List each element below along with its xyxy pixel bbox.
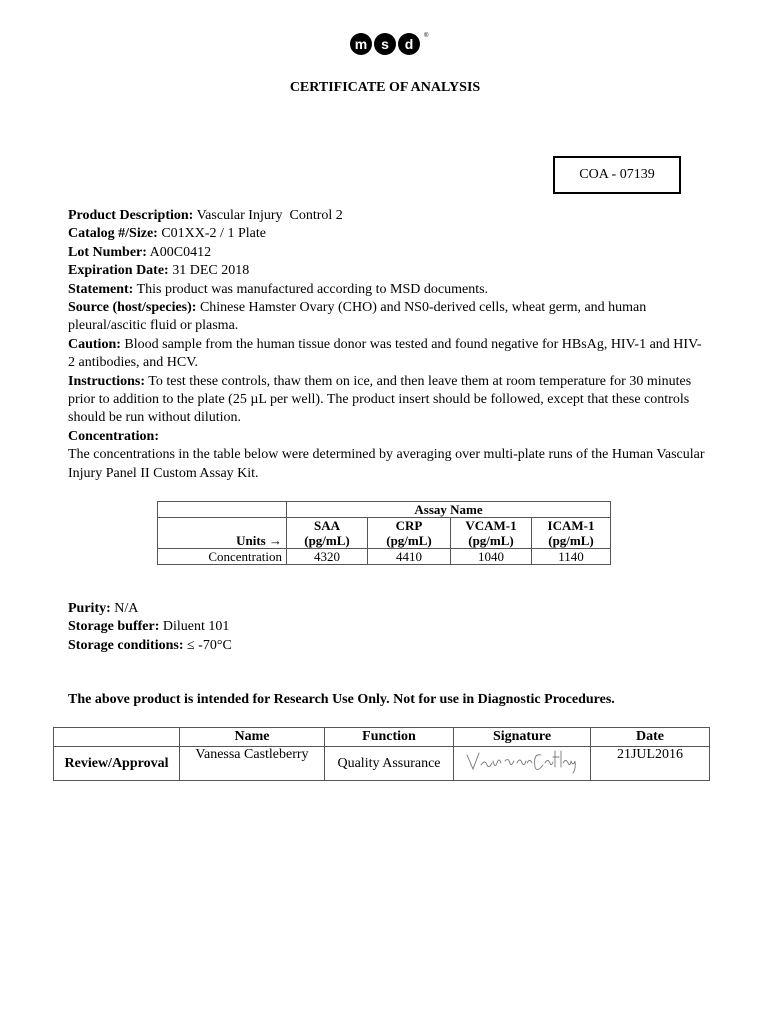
expiration-line xyxy=(68,262,708,280)
product-description-value: Vascular Injury Control 2 xyxy=(196,208,343,223)
storage-specs xyxy=(68,600,708,655)
product-description-label: Product Description: xyxy=(68,208,194,223)
vcam1-value: 1040 xyxy=(451,549,532,565)
catalog-label: Catalog #/Size: xyxy=(68,226,158,242)
statement-value: This product was manufactured according to MSD documents. xyxy=(136,281,489,297)
assay-name-header: Assay Name xyxy=(287,502,611,518)
purity-line xyxy=(68,600,708,618)
function-header: Function xyxy=(325,728,454,747)
assay-col-name: VCAM-1 xyxy=(465,518,517,533)
storage-buffer-line xyxy=(68,618,708,636)
concentration-text: The concentrations in the table below were determined by averaging over multi-plate runs of the Human Vascular Injury Panel II Custom Assay Kit. xyxy=(68,447,705,481)
storage-buffer-value: Diluent 101 xyxy=(162,619,230,635)
purity-value: N/A xyxy=(114,601,139,616)
review-approval-label: Review/Approval xyxy=(54,747,180,781)
concentration-heading xyxy=(68,428,708,446)
storage-conditions-line xyxy=(68,637,708,655)
assay-col-saa xyxy=(287,518,368,549)
instructions-line xyxy=(68,373,708,428)
assay-col-crp xyxy=(368,518,451,549)
lot-label: Lot Number: xyxy=(68,244,147,260)
assay-col-unit: (pg/mL) xyxy=(304,533,350,548)
assay-col-unit: (pg/mL) xyxy=(386,533,432,548)
handwritten-signature xyxy=(463,747,581,775)
logo-letter-d: d xyxy=(404,36,414,52)
assay-concentration-table xyxy=(157,501,611,565)
document-title: CERTIFICATE OF ANALYSIS xyxy=(289,80,481,95)
concentration-label: Concentration: xyxy=(68,428,159,444)
date-header: Date xyxy=(591,728,710,747)
logo-letter-m: m xyxy=(354,36,368,52)
caution-label: Caution: xyxy=(68,336,121,352)
assay-col-icam1 xyxy=(532,518,611,549)
purity-label: Purity: xyxy=(68,601,111,616)
statement-line xyxy=(68,281,708,299)
storage-conditions-value: ≤ -70°C xyxy=(187,637,232,653)
assay-col-name: CRP xyxy=(395,518,423,533)
lot-line xyxy=(68,244,708,262)
caution-line xyxy=(68,336,708,373)
signature-header: Signature xyxy=(454,728,591,747)
source-line xyxy=(68,299,708,336)
expiration-value: 31 DEC 2018 xyxy=(172,263,250,279)
catalog-line xyxy=(68,225,708,243)
concentration-row-label: Concentration xyxy=(158,549,287,565)
lot-value: A00C0412 xyxy=(149,244,212,260)
assay-col-vcam1 xyxy=(451,518,532,549)
coa-number-box: COA - 07139 xyxy=(553,156,681,194)
logo-letter-s: s xyxy=(381,36,389,52)
caution-value: Blood sample from the human tissue donor was tested and found negative for HBsAg, HIV-1 and HIV-2 antibodies, and HCV. xyxy=(68,336,702,371)
assay-col-name: ICAM-1 xyxy=(547,518,595,533)
table-row xyxy=(158,549,611,565)
product-info xyxy=(68,207,708,483)
approver-signature xyxy=(454,747,591,781)
assay-col-unit: (pg/mL) xyxy=(548,533,594,548)
storage-buffer-label: Storage buffer: xyxy=(68,619,160,635)
assay-table-corner xyxy=(158,502,287,518)
approval-date: 21JUL2016 xyxy=(591,747,710,781)
crp-value: 4410 xyxy=(368,549,451,565)
instructions-label: Instructions: xyxy=(68,373,146,389)
research-use-disclaimer: The above product is intended for Research Use Only. Not for use in Diagnostic Procedures. xyxy=(68,692,615,707)
assay-col-unit: (pg/mL) xyxy=(468,533,514,548)
table-row xyxy=(54,747,710,781)
registered-mark: ® xyxy=(424,33,429,39)
assay-col-name: SAA xyxy=(313,518,340,533)
catalog-value: C01XX-2 / 1 Plate xyxy=(161,226,266,242)
approver-name: Vanessa Castleberry xyxy=(180,747,325,781)
units-label: Units → xyxy=(158,518,287,549)
storage-conditions-label: Storage conditions: xyxy=(68,637,184,653)
approver-function: Quality Assurance xyxy=(325,747,454,781)
approval-table xyxy=(53,727,710,781)
msd-logo xyxy=(350,30,430,56)
approval-corner xyxy=(54,728,180,747)
name-header: Name xyxy=(180,728,325,747)
product-description-line xyxy=(68,207,708,225)
saa-value: 4320 xyxy=(287,549,368,565)
source-label: Source (host/species): xyxy=(68,300,197,316)
icam1-value: 1140 xyxy=(532,549,611,565)
expiration-label: Expiration Date: xyxy=(68,263,169,279)
instructions-value: To test these controls, thaw them on ice, and then leave them at room temperature for 30 minutes prior to addition to the plate (25 µL per well). The product insert should be followed, except that these controls should be run without dilution. xyxy=(68,373,692,426)
statement-label: Statement: xyxy=(68,281,134,297)
source-value: Chinese Hamster Ovary (CHO) and NS0-derived cells, wheat germ, and human pleural/ascitic fluid or plasma. xyxy=(68,300,647,334)
